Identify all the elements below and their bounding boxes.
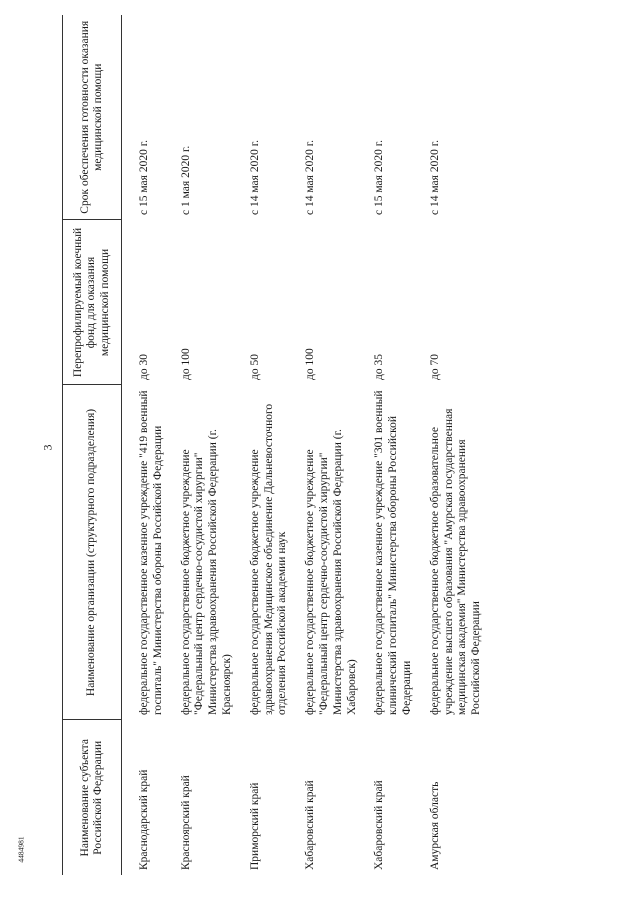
header-capacity: Перепрофилируемый коечный фонд для оказания медицинской помощи (63, 220, 122, 385)
cell-capacity: до 35 (373, 354, 386, 380)
cell-organization: федеральное государственное бюджетное учреждение "Федеральный центр сердечно-сосудистой хирургии" Министерства здравоохранения Российской Федерации (г. Хабаровск) (304, 429, 358, 715)
cell-region: Краснодарский край (138, 769, 150, 870)
cell-organization: федеральное государственное бюджетное учреждение "Федеральный центр сердечно-сосудистой хирургии" Министерства здравоохранения Российской Федерации (г. Красноярск) (179, 429, 233, 715)
table-row (122, 15, 176, 875)
table-row (176, 15, 245, 875)
table-header (63, 15, 122, 875)
cell-capacity: до 100 (304, 348, 317, 380)
rotated-table-container (62, 15, 494, 875)
cell-capacity: до 70 (428, 354, 441, 380)
cell-organization: федеральное государственное бюджетное образовательное учреждение высшего образования "Амурская государственная медицинская академия" Министерства здравоохранения Российской Федерации (428, 408, 483, 715)
cell-organization: федеральное государственное казенное учреждение "419 военный госпиталь" Министерства обороны Российской Федерации (138, 390, 164, 715)
header-region: Наименование субъекта Российской Федерации (63, 720, 122, 875)
cell-date: с 1 мая 2020 г. (179, 145, 192, 215)
cell-capacity: до 50 (248, 354, 261, 380)
table-row (425, 15, 494, 875)
table-row (245, 15, 300, 875)
cell-date: с 14 мая 2020 г. (304, 140, 317, 215)
header-organization: Наименование организации (структурного подразделения) (63, 385, 122, 720)
cell-date: с 14 мая 2020 г. (428, 140, 441, 215)
page-number: 3 (40, 444, 55, 451)
table-row (300, 15, 369, 875)
cell-region: Хабаровский край (304, 780, 317, 870)
cell-organization: федеральное государственное казенное учреждение "301 военный клинический госпиталь" Министерства обороны Российской Федерации (373, 390, 413, 715)
cell-date: с 15 мая 2020 г. (373, 140, 386, 215)
hospital-capacity-table (62, 15, 494, 875)
header-date: Срок обеспечения готовности оказания медицинской помощи (63, 15, 122, 220)
cell-region: Амурская область (428, 781, 441, 870)
cell-organization: федеральное государственное бюджетное учреждение здравоохранения Медицинское объединение Дальневосточного отделения Российской академии наук (248, 403, 289, 715)
cell-region: Красноярский край (179, 775, 192, 870)
cell-date: с 15 мая 2020 г. (138, 140, 150, 215)
header-row (63, 15, 122, 875)
table-row (369, 15, 424, 875)
cell-capacity: до 30 (138, 354, 150, 380)
cell-region: Хабаровский край (373, 780, 386, 870)
cell-capacity: до 100 (179, 348, 192, 380)
cell-date: с 14 мая 2020 г. (248, 140, 261, 215)
cell-region: Приморский край (248, 782, 261, 870)
document-code: 4484981 (16, 836, 26, 863)
table-body (122, 15, 494, 875)
